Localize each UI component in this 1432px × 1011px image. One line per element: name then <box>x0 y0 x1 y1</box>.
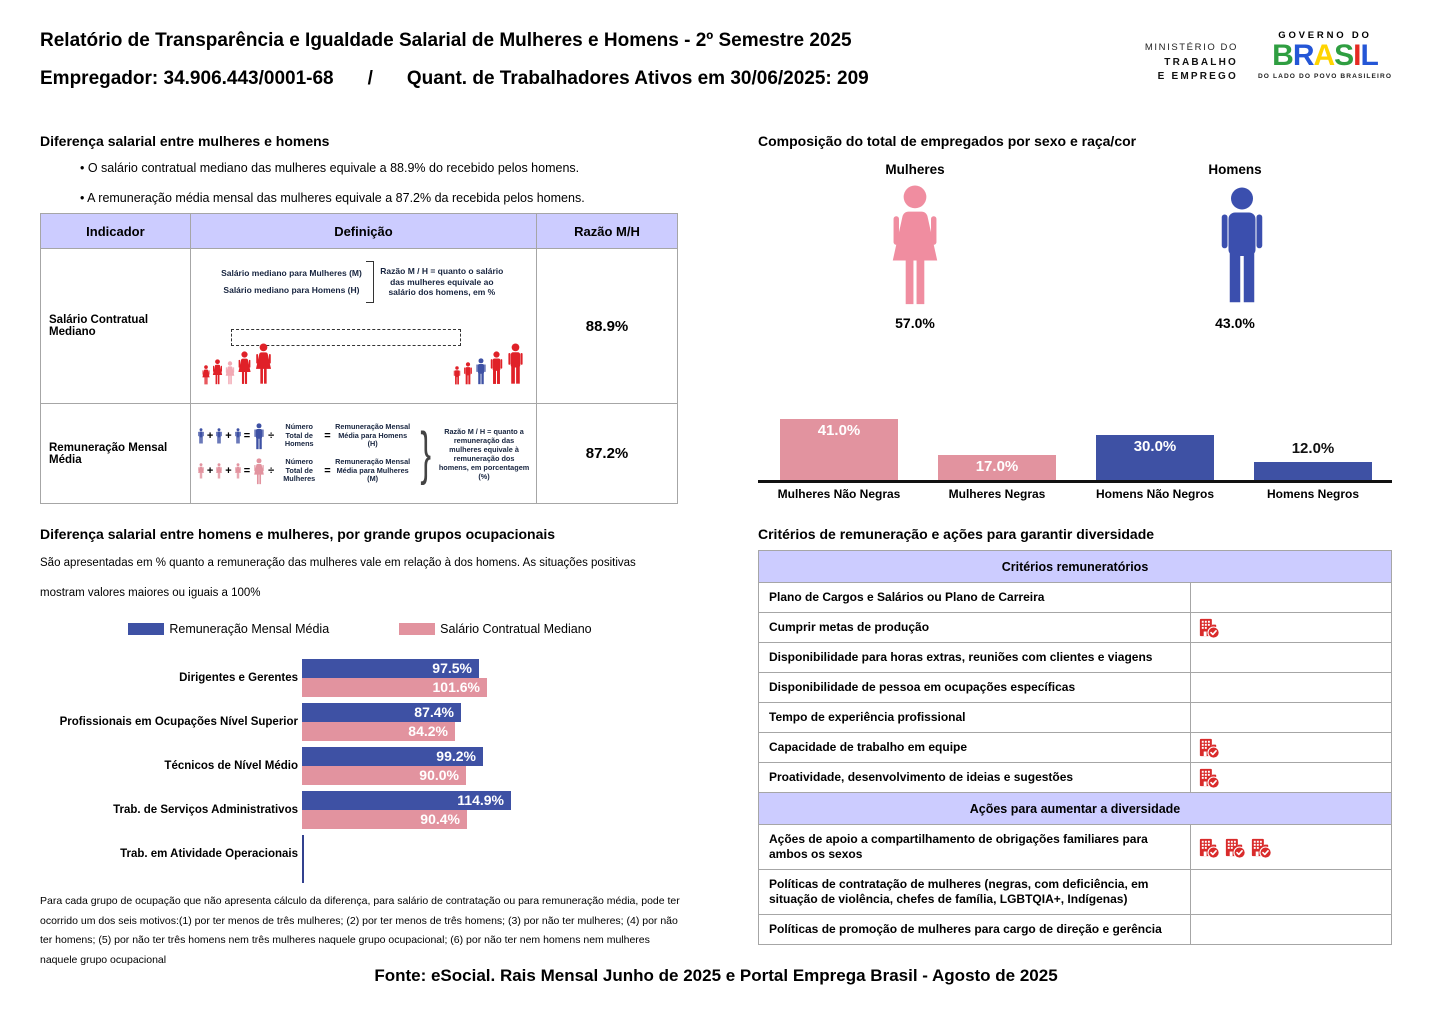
group-bars <box>302 791 682 829</box>
criteria-row <box>759 703 1392 733</box>
male-icon <box>1212 185 1272 307</box>
composition-bar <box>1254 462 1372 480</box>
composition-bar-chart <box>758 414 1392 514</box>
group-category-label: Profissionais em Ocupações Nível Superior <box>59 716 298 728</box>
brasil-letter: S <box>1334 39 1354 72</box>
mean-indicator-label: Remuneração Mensal Média <box>41 404 191 504</box>
source-footer: Fonte: eSocial. Rais Mensal Junho de 2025 e Portal Emprega Brasil - Agosto de 2025 <box>374 966 1058 985</box>
government-brasil-logo <box>1250 30 1400 80</box>
bar-category-label: Mulheres Não Negras <box>777 487 901 501</box>
bar-value-label: 17.0% <box>975 458 1019 475</box>
operator: = <box>243 465 251 477</box>
woman-figure-icon <box>211 359 224 385</box>
ministry-line-2: TRABALHO <box>1164 57 1238 68</box>
male-percentage: 43.0% <box>1215 315 1255 331</box>
legend-item <box>399 622 591 636</box>
salary-gap-title: Diferença salarial entre mulheres e homens <box>40 133 330 149</box>
legend-item <box>128 622 329 636</box>
value-bar: 84.2% <box>302 722 455 741</box>
company-check-icon <box>1197 836 1220 859</box>
woman-figure-icon <box>215 463 223 479</box>
employer-line <box>40 68 869 90</box>
occupational-group-row <box>40 703 682 741</box>
result-label: Remuneração Mensal Média para Homens (H) <box>335 422 411 449</box>
brasil-letter: I <box>1353 39 1361 72</box>
median-definition-cell <box>190 249 536 404</box>
legend-swatch-blue <box>128 623 164 635</box>
criteria-label: Ações de apoio a compartilhamento de obrigações familiares para ambos os sexos <box>759 825 1191 870</box>
criteria-table <box>758 550 1392 945</box>
criteria-row <box>759 763 1392 793</box>
bar-category-label: Mulheres Negras <box>948 487 1046 501</box>
page-title: Relatório de Transparência e Igualdade Salarial de Mulheres e Homens - 2º Semestre 2025 <box>40 30 852 51</box>
man-figure-icon <box>234 428 242 444</box>
value-bar: 99.2% <box>302 747 483 766</box>
criteria-check-cell <box>1191 763 1392 793</box>
woman-figure-icon <box>224 361 236 385</box>
man-figure-icon <box>252 423 266 450</box>
value-bar: 90.0% <box>302 766 466 785</box>
brasil-letter: B <box>1272 39 1293 72</box>
man-figure-icon <box>505 343 526 385</box>
composition-bar <box>938 455 1056 480</box>
operator: ÷ <box>268 430 275 442</box>
company-check-icon <box>1197 736 1220 759</box>
mean-salary-row <box>41 404 678 504</box>
man-figure-icon <box>452 366 462 385</box>
group-bars <box>302 659 682 697</box>
formula-row <box>197 458 413 485</box>
value-bar: 90.4% <box>302 810 467 829</box>
salary-gap-bullet-2: • A remuneração média mensal das mulheres equivale a 87.2% da recebida pelos homens. <box>80 191 585 205</box>
ministry-logo <box>1118 42 1238 84</box>
occupational-footnote: Para cada grupo de ocupação que não apresenta cálculo da diferença, para salário de contratação ou para remuneração média, pode ter ocorrido um dos seis motivos:(1) por ter menos de três mulheres; (2) por ter menos de três homens; (3) por não ter mulheres; (4) por não ter homens; (5) por não ter três homens nem três mulheres naquele grupo ocupacional; (6) por não ter nem homens nem mulheres naquele grupo ocupacional <box>40 895 680 966</box>
persons-row <box>201 343 526 385</box>
criteria-row <box>759 673 1392 703</box>
result-label: Remuneração Mensal Média para Mulheres (M) <box>335 457 411 484</box>
female-icon <box>884 183 946 309</box>
company-check-icon <box>1197 766 1220 789</box>
mean-ratio-note: Razão M / H = quanto a remuneração das mulheres equivale à remuneração dos homens, em porcentagem (%) <box>438 426 530 481</box>
separator: / <box>367 68 373 89</box>
axis-stub <box>302 835 304 883</box>
header-indicador: Indicador <box>41 214 191 249</box>
median-ratio-value: 88.9% <box>537 249 678 404</box>
chart-baseline <box>758 480 1392 483</box>
group-category-label: Dirigentes e Gerentes <box>179 672 298 684</box>
operator: + <box>225 465 232 477</box>
group-category-label: Técnicos de Nível Médio <box>164 760 298 772</box>
criteria-check-cell <box>1191 643 1392 673</box>
chart-legend <box>40 622 680 636</box>
man-figure-icon <box>462 362 474 385</box>
woman-figure-icon <box>236 351 253 385</box>
value-bar: 114.9% <box>302 791 511 810</box>
criteria-label: Disponibilidade para horas extras, reuniões com clientes e viagens <box>759 643 1191 673</box>
median-ratio-note: Razão M / H = quanto o salário das mulheres equivale ao salário dos homens, em % <box>380 266 504 298</box>
legend-label: Remuneração Mensal Média <box>169 622 330 636</box>
legend-label: Salário Contratual Mediano <box>440 622 592 636</box>
occupational-group-row <box>40 835 682 883</box>
active-workers: Quant. de Trabalhadores Ativos em 30/06/2025: 209 <box>406 68 869 89</box>
composition-bar <box>780 419 898 480</box>
mean-formula-area: + + = ÷ Número Total de Homens = Remuneração Mensal Média para Homens (H) + + = ÷ Número Total de Mulheres = Remuneração Mensal Média para Mulheres (M) } Razão M / H = quanto a remuneração das mulheres equivale à remuneração dos homens, em porcentagem (%) <box>195 419 532 489</box>
woman-figure-icon <box>201 365 211 385</box>
group-bars <box>302 703 682 741</box>
ministry-line-3: E EMPREGO <box>1157 71 1238 82</box>
mean-definition-cell <box>190 404 536 504</box>
gov-logo-tagline: DO LADO DO POVO BRASILEIRO <box>1257 73 1393 80</box>
value-bar: 97.5% <box>302 659 479 678</box>
criteria-row <box>759 915 1392 945</box>
bar-category-label: Homens Não Negros <box>1095 487 1215 501</box>
man-figure-icon <box>215 428 223 444</box>
criteria-check-cell <box>1191 703 1392 733</box>
operator: = <box>324 465 331 477</box>
criteria-row <box>759 733 1392 763</box>
man-figure-icon <box>488 351 505 385</box>
brasil-wordmark <box>1250 41 1400 71</box>
criteria-row <box>759 583 1392 613</box>
bar-value-label: 30.0% <box>1133 438 1177 455</box>
criteria-check-cell <box>1191 915 1392 945</box>
occupational-group-row <box>40 659 682 697</box>
man-figure-icon <box>197 428 205 444</box>
group-bars <box>302 835 682 883</box>
woman-figure-icon <box>197 463 205 479</box>
occupational-title: Diferença salarial entre homens e mulheres, por grande grupos ocupacionais <box>40 526 556 542</box>
operator: + <box>206 430 214 442</box>
female-percentage: 57.0% <box>895 315 935 331</box>
brasil-letter: A <box>1313 39 1335 72</box>
male-group-label: Homens <box>1208 162 1262 177</box>
formula-row <box>197 423 413 450</box>
operator: ÷ <box>268 465 275 477</box>
woman-figure-icon <box>252 458 266 485</box>
operator: = <box>324 430 331 442</box>
criteria-label: Capacidade de trabalho em equipe <box>759 733 1191 763</box>
formula-rows <box>197 423 413 485</box>
report-header <box>40 30 869 90</box>
criteria-check-cell <box>1191 613 1392 643</box>
criteria-row <box>759 825 1392 870</box>
criteria-row <box>759 870 1392 915</box>
brasil-letter: L <box>1360 39 1378 72</box>
composition-bar <box>1096 435 1214 480</box>
composition-title: Composição do total de empregados por sexo e raça/cor <box>758 133 1137 149</box>
female-group-label: Mulheres <box>885 162 945 177</box>
mean-ratio-value: 87.2% <box>537 404 678 504</box>
indicator-table-header-row <box>41 214 678 249</box>
salary-gap-bullet-1: • O salário contratual mediano das mulheres equivale a 88.9% do recebido pelos homens. <box>80 161 580 175</box>
header-razao: Razão M/H <box>537 214 678 249</box>
criteria-row <box>759 643 1392 673</box>
criteria-row <box>759 613 1392 643</box>
bar-category-label: Homens Negros <box>1266 487 1360 501</box>
median-persons-diagram <box>195 307 532 393</box>
value-bar: 101.6% <box>302 678 487 697</box>
median-indicator-label: Salário Contratual Mediano <box>41 249 191 404</box>
header-definicao: Definição <box>190 214 536 249</box>
median-definition-texts <box>195 261 532 303</box>
count-label: Número Total de Homens <box>284 422 314 449</box>
occupational-bar-chart <box>40 659 682 889</box>
value-bar: 87.4% <box>302 703 461 722</box>
group-category-label: Trab. em Atividade Operacionais <box>120 848 298 860</box>
ministry-line-1: MINISTÉRIO DO <box>1144 42 1238 53</box>
criteria-label: Tempo de experiência profissional <box>759 703 1191 733</box>
criteria-label: Proatividade, desenvolvimento de ideias e sugestões <box>759 763 1191 793</box>
brasil-letter: R <box>1292 39 1314 72</box>
bracket-shape <box>366 261 374 303</box>
criteria-label: Cumprir metas de produção <box>759 613 1191 643</box>
gov-logo-top-text: GOVERNO DO <box>1278 30 1372 41</box>
man-figure-icon <box>474 358 488 385</box>
criteria-title: Critérios de remuneração e ações para garantir diversidade <box>758 526 1155 542</box>
legend-swatch-pink <box>399 623 435 635</box>
indicator-table <box>40 213 678 504</box>
company-check-icon <box>1249 836 1272 859</box>
criteria-check-cell <box>1191 870 1392 915</box>
company-check-icon <box>1197 616 1220 639</box>
count-label: Número Total de Mulheres <box>283 457 316 484</box>
occupational-group-row <box>40 747 682 785</box>
bar-value-label: 12.0% <box>1291 440 1335 457</box>
criteria-section-header: Ações para aumentar a diversidade <box>759 793 1392 825</box>
criteria-label: Políticas de promoção de mulheres para cargo de direção e gerência <box>759 915 1191 945</box>
criteria-section-header-row <box>759 551 1392 583</box>
median-salary-row <box>41 249 678 404</box>
criteria-section-header-row <box>759 793 1392 825</box>
woman-figure-icon <box>234 463 242 479</box>
bar-value-label: 41.0% <box>817 422 861 439</box>
operator: + <box>225 430 232 442</box>
group-bars <box>302 747 682 785</box>
employer-id: Empregador: 34.906.443/0001-68 <box>40 68 334 89</box>
criteria-check-cell <box>1191 733 1392 763</box>
occupational-subtitle-2: mostram valores maiores ou iguais a 100% <box>40 587 261 599</box>
median-label-women: Salário mediano para Mulheres (M) <box>221 268 362 278</box>
criteria-check-cell <box>1191 583 1392 613</box>
median-label-men: Salário mediano para Homens (H) <box>223 285 360 295</box>
operator: + <box>206 465 214 477</box>
median-labels <box>221 265 362 299</box>
group-category-label: Trab. de Serviços Administrativos <box>113 804 298 816</box>
company-check-icon <box>1223 836 1246 859</box>
criteria-label: Disponibilidade de pessoa em ocupações específicas <box>759 673 1191 703</box>
woman-figure-icon <box>253 343 274 385</box>
operator: = <box>243 430 251 442</box>
criteria-label: Plano de Cargos e Salários ou Plano de Carreira <box>759 583 1191 613</box>
criteria-check-cell <box>1191 673 1392 703</box>
criteria-check-cell <box>1191 825 1392 870</box>
occupational-group-row <box>40 791 682 829</box>
criteria-section-header: Critérios remuneratórios <box>759 551 1392 583</box>
occupational-subtitle-1: São apresentadas em % quanto a remuneração das mulheres vale em relação à dos homens. As situações positivas <box>40 557 636 569</box>
criteria-label: Políticas de contratação de mulheres (negras, com deficiência, em situação de violência, chefes de família, LGBTQIA+, Indígenas) <box>759 870 1191 915</box>
